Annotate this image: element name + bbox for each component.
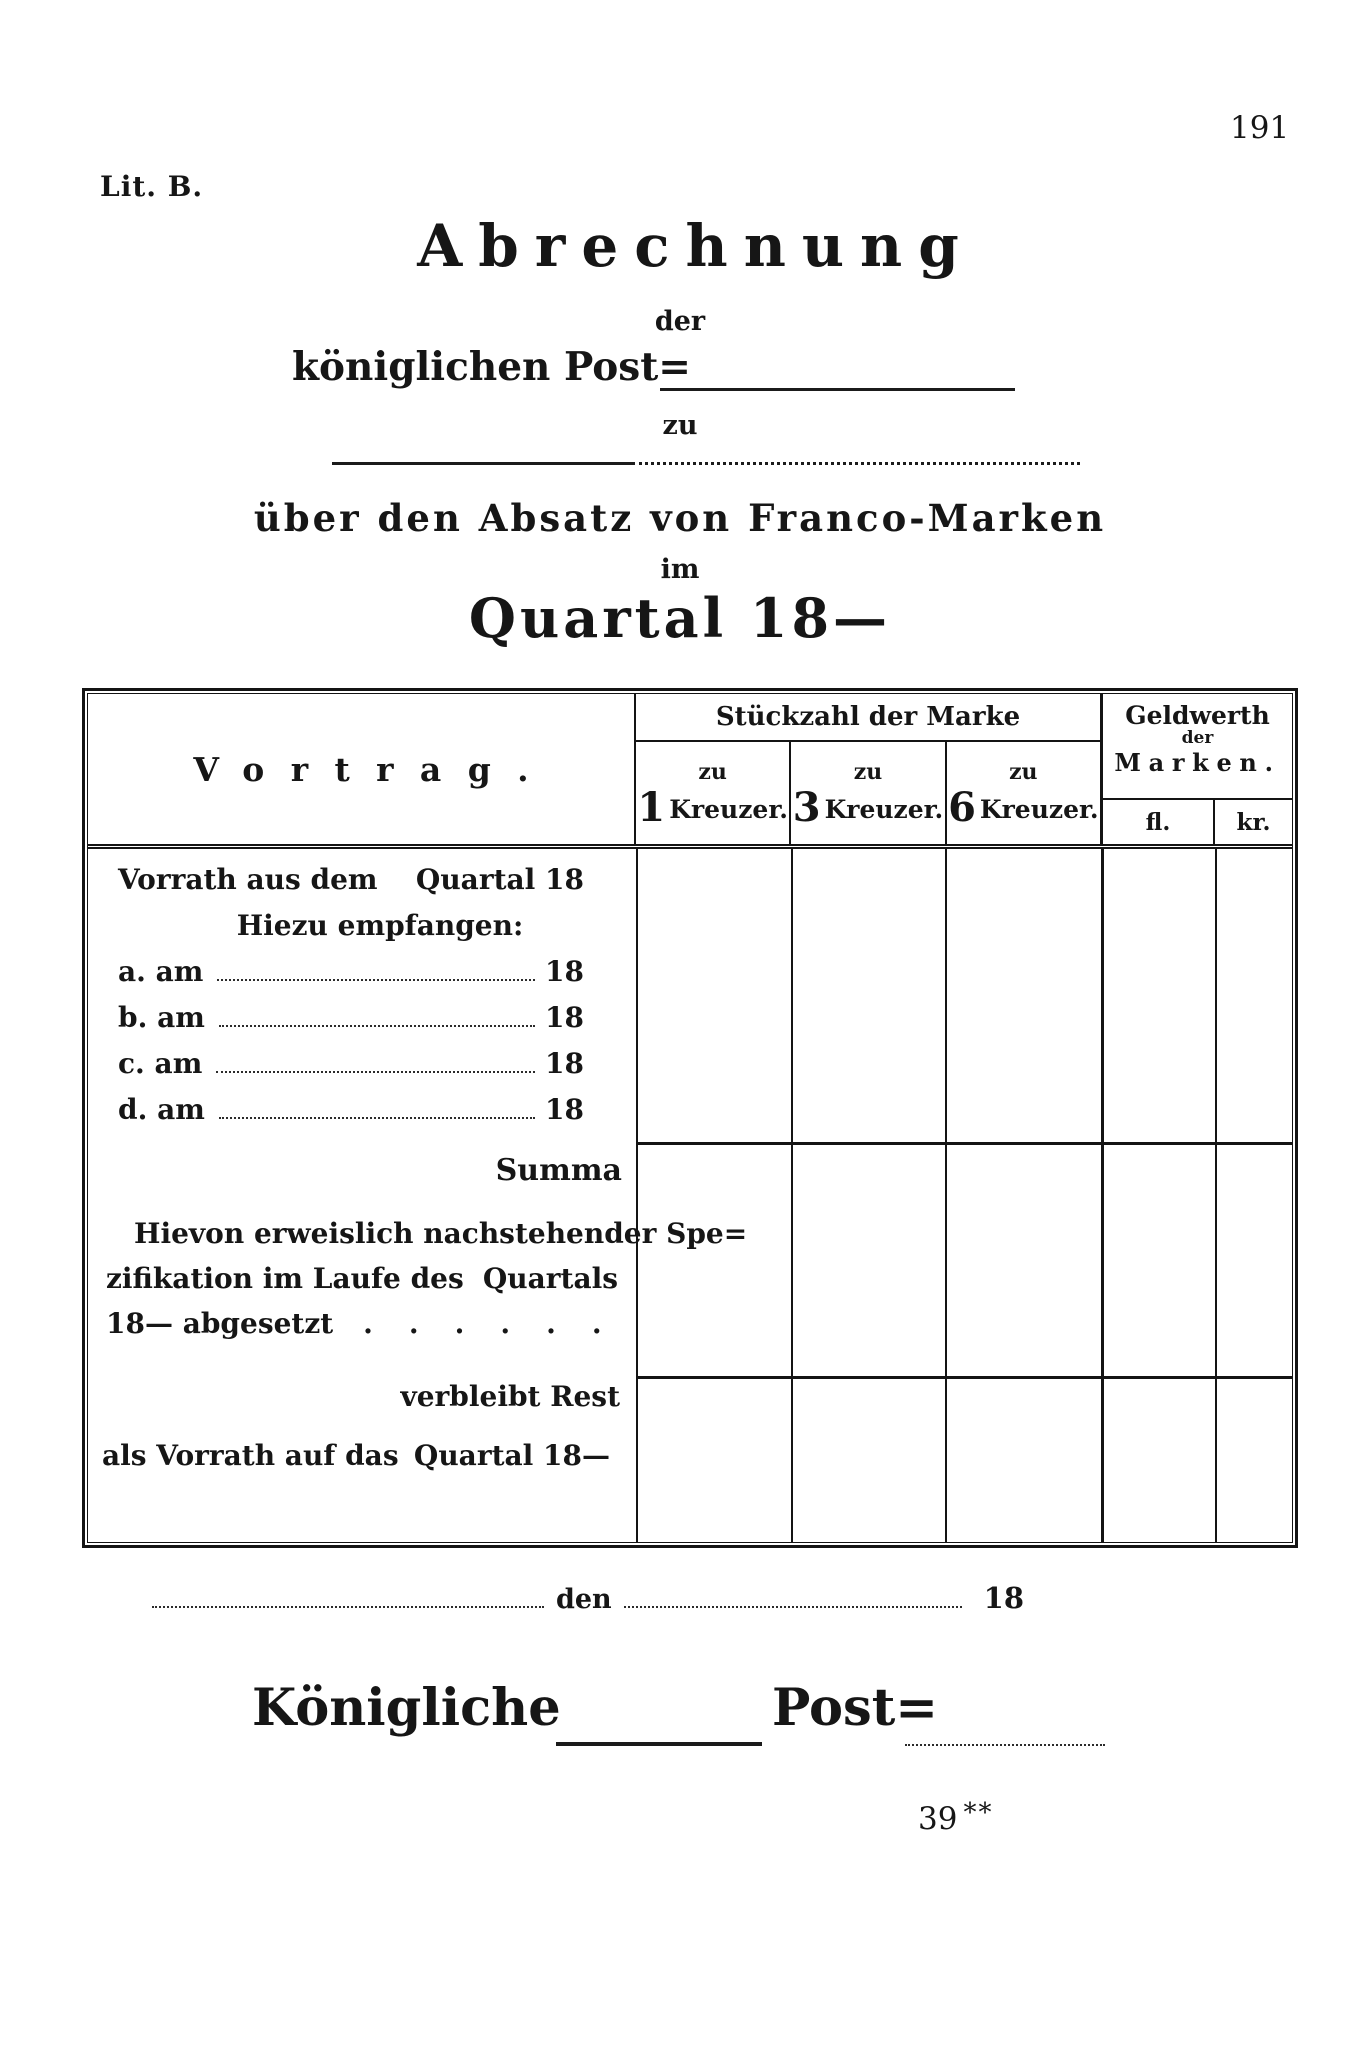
stueckzahl-group-label: Stückzahl der Marke	[636, 694, 1100, 742]
subject-line: über den Absatz von Franco-Marken	[253, 496, 1107, 540]
row-item-a	[118, 955, 584, 988]
column-header-1-kreuzer	[636, 742, 791, 844]
kreuzer-1-numeral: 1	[637, 783, 666, 831]
item-a-label: a. am	[118, 955, 204, 988]
row-hievon-line3	[106, 1307, 638, 1340]
form-title: Abrechnung	[417, 212, 975, 280]
zu-label: zu	[1009, 758, 1038, 785]
row-hievon-line1: Hievon erweislich nachstehender Spe=	[134, 1217, 748, 1250]
column-header-kr: kr.	[1236, 808, 1271, 836]
vortrag-label: Vortrag.	[193, 749, 556, 789]
row-item-c	[118, 1047, 584, 1080]
signature-koenigliche: Königliche	[252, 1678, 561, 1738]
grid-line-6-geld	[1101, 849, 1104, 1542]
item-a-year: 18	[545, 955, 584, 988]
item-a-dotted-line	[217, 979, 535, 981]
column-header-3-kreuzer	[791, 742, 946, 844]
item-c-label: c. am	[118, 1047, 203, 1080]
date-year: 18	[983, 1581, 1024, 1615]
als-vorrath-prefix: als Vorrath auf das	[102, 1439, 399, 1472]
als-vorrath-suffix: Quartal 18—	[413, 1439, 610, 1472]
blank-line-post-office-dots	[860, 388, 1015, 391]
row-verbleibt-rest: verbleibt Rest	[400, 1380, 620, 1413]
item-c-dotted-line	[216, 1071, 535, 1073]
date-day-dotted-line	[624, 1580, 962, 1608]
grid-line-fl-kr	[1215, 849, 1217, 1542]
row-item-d	[118, 1093, 584, 1126]
grid-line-1-3	[791, 849, 793, 1542]
row-vorrath	[118, 863, 584, 896]
grid-line-vortrag	[636, 849, 638, 1542]
kreuzer-6-unit: Kreuzer.	[979, 794, 1099, 824]
column-header-fl: fl.	[1103, 800, 1215, 844]
kreuzer-1-unit: Kreuzer.	[669, 794, 788, 824]
row-als-vorrath	[102, 1439, 610, 1472]
hievon-line3-text: 18— abgesetzt	[106, 1307, 334, 1340]
signature-blank-line	[556, 1742, 762, 1746]
item-b-dotted-line	[219, 1025, 535, 1027]
column-header-6-kreuzer	[947, 742, 1100, 844]
zu-label: zu	[698, 758, 727, 785]
kreuzer-3-numeral: 3	[792, 783, 821, 831]
column-group-stueckzahl	[636, 694, 1103, 844]
zu-label: zu	[853, 758, 883, 785]
item-b-year: 18	[545, 1001, 584, 1034]
page-number: 191	[1230, 110, 1290, 146]
vorrath-prefix: Vorrath aus dem	[118, 863, 378, 896]
item-c-year: 18	[545, 1047, 584, 1080]
table-body	[88, 849, 1292, 1542]
geldwerth-line3: Marken.	[1114, 748, 1281, 777]
row-item-b	[118, 1001, 584, 1034]
rule-rest	[636, 1376, 1292, 1379]
koeniglichen-post-label: königlichen Post=	[292, 344, 691, 390]
item-b-label: b. am	[118, 1001, 205, 1034]
date-place-dotted-line	[152, 1580, 544, 1608]
column-header-vortrag	[88, 694, 636, 844]
geldwerth-line1: Geldwerth	[1125, 701, 1270, 730]
grid-line-3-6	[945, 849, 947, 1542]
hievon-line2-a: zifikation im Laufe des	[106, 1262, 464, 1295]
signature-dotted-line	[905, 1744, 1105, 1746]
blank-line-post-office	[660, 388, 1015, 391]
date-line	[152, 1580, 1024, 1615]
table-header-row	[88, 694, 1292, 849]
row-hievon-line2	[106, 1262, 618, 1295]
abrechnung-table	[82, 688, 1298, 1548]
lit-label: Lit. B.	[100, 170, 204, 203]
vorrath-suffix: Quartal 18	[415, 863, 584, 896]
quartal-line: Quartal 18—	[468, 586, 892, 650]
sheet-signature	[918, 1798, 993, 1837]
geldwerth-group-label	[1103, 694, 1292, 800]
kreuzer-3-unit: Kreuzer.	[824, 794, 944, 824]
rule-summa	[636, 1142, 1292, 1145]
title-im: im	[660, 554, 700, 585]
den-label: den	[556, 1584, 612, 1615]
signature-number: 39	[918, 1801, 958, 1837]
title-der: der	[654, 306, 706, 337]
item-d-year: 18	[545, 1093, 584, 1126]
signature-stars: **	[963, 1798, 994, 1828]
signature-post: Post=	[772, 1678, 938, 1738]
geldwerth-subheaders	[1103, 800, 1292, 844]
item-d-dotted-line	[219, 1117, 535, 1119]
geldwerth-line2: der	[1181, 728, 1214, 748]
kreuzer-6-numeral: 6	[948, 783, 976, 831]
item-d-label: d. am	[118, 1093, 205, 1126]
column-group-geldwerth	[1103, 694, 1292, 844]
blank-line-place	[332, 462, 1080, 465]
hievon-line2-b: Quartals	[482, 1262, 618, 1295]
hievon-dot-leaders: ......	[363, 1307, 638, 1340]
blank-line-place-dots	[632, 462, 1080, 465]
kreuzer-subheaders	[636, 742, 1100, 844]
title-zu: zu	[662, 410, 698, 441]
row-hiezu: Hiezu empfangen:	[236, 909, 524, 942]
table-inner-border	[87, 693, 1293, 1543]
row-summa: Summa	[495, 1153, 622, 1188]
